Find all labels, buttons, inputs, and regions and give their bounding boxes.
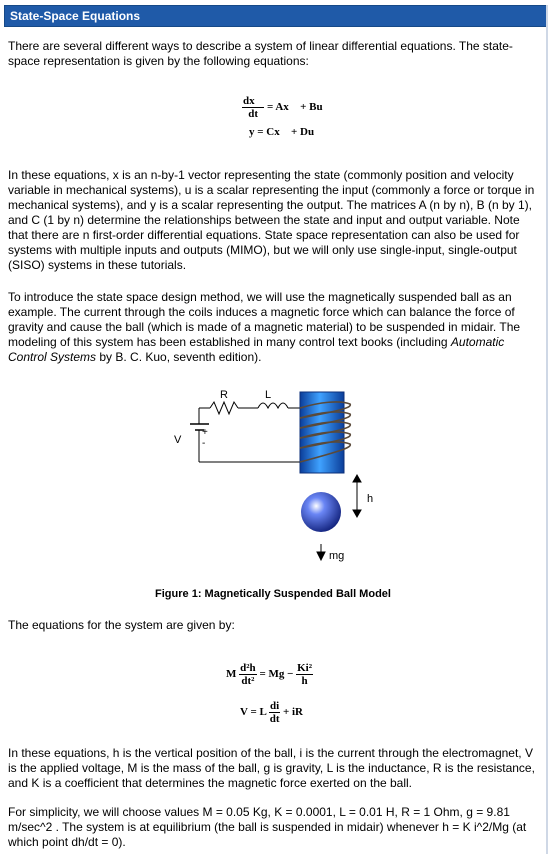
eq2-mass: M	[226, 668, 237, 681]
voltage-equation	[240, 700, 303, 725]
state-derivative-fraction	[242, 95, 264, 120]
height-arrow	[353, 475, 361, 517]
equations-intro: The equations for the system are given by:	[8, 618, 235, 632]
label-r: R	[220, 389, 228, 401]
section-title: State-Space Equations	[10, 9, 141, 23]
eq2-force-fraction	[296, 662, 313, 687]
eq1-numerator: dx⃗	[243, 95, 264, 107]
resistor-symbol	[210, 402, 238, 414]
label-mg: mg	[329, 550, 345, 562]
eq2-accel-fraction	[239, 662, 257, 687]
label-h: h	[367, 493, 374, 505]
inductor-symbol	[258, 403, 288, 408]
figure-caption: Figure 1: Magnetically Suspended Ball Model	[155, 588, 391, 600]
maglev-intro-paragraph	[8, 290, 538, 365]
section-header	[4, 5, 547, 27]
eq2-num3: di	[270, 700, 280, 712]
parameters-paragraph: For simplicity, we will choose values M = 0.05 Kg, K = 0.0001, L = 0.01 H, R = 1 Ohm, g = 9.81 m/sec^2 . The system is at equilibrium (the ball is suspended in midair) whenever h = K i^2/Mg (at which point dh/dt = 0).	[8, 805, 527, 849]
eq2-current-fraction	[269, 700, 280, 725]
label-minus: -	[202, 438, 206, 449]
suspended-ball	[301, 492, 341, 532]
eq2-tail: + iR	[282, 706, 303, 719]
eq2-v: V = L	[240, 706, 267, 719]
state-description-paragraph: In these equations, x is an n-by-1 vector representing the state (commonly position and velocity variable in mechanical systems), u is a scalar representing the input (commonly a force or torque in mechanical systems), and y is a scalar representing the output. The matrices A (n by n), B (n by 1), and C (1 by n) determine the relationships between the state and input and output variable. Note that there are n first-order differential equations. State space representation can also be used for systems with multiple inputs and outputs (MIMO), but we will only use single-input, single-output (SISO) systems in these tutorials.	[8, 168, 535, 272]
force-equation	[226, 662, 313, 687]
book-title: Automatic Control Systems	[8, 335, 505, 364]
right-border	[546, 5, 548, 854]
label-v: V	[174, 434, 182, 446]
label-plus: +	[202, 427, 208, 438]
eq1-denominator: dt	[248, 108, 258, 120]
output-equation: y = Cx⃗ + Du	[249, 126, 315, 138]
eq1-rhs: = Ax⃗ + Bu	[266, 101, 323, 114]
eq2-den2: h	[301, 675, 308, 687]
intro-paragraph: There are several different ways to describe a system of linear differential equations. The state-space representation is given by the following equations:	[8, 39, 513, 68]
maglev-text-a: To introduce the state space design method, we will use the magnetically suspended ball as an example. The current through the coils induces a magnetic force which can balance the force of gravity and cause the ball (which is made of a magnetic material) to be suspended in midair. The modeling of this system has been established in many control text books (including	[8, 290, 521, 349]
maglev-diagram	[0, 380, 546, 580]
state-equation	[242, 95, 323, 120]
maglev-text-b: by B. C. Kuo, seventh edition).	[96, 350, 262, 364]
gravity-arrow	[317, 544, 325, 560]
eq2-den3: dt	[269, 713, 280, 725]
eq2-num1: d²h	[240, 662, 256, 674]
eq2-mid: = Mg −	[259, 668, 294, 681]
label-l: L	[265, 389, 272, 401]
eq2-den1: dt²	[241, 675, 255, 687]
variables-paragraph: In these equations, h is the vertical position of the ball, i is the current through the electromagnet, V is the applied voltage, M is the mass of the ball, g is gravity, L is the inductance, R is the resistance, and K is a coefficient that determines the magnetic force exerted on the ball.	[8, 746, 535, 790]
eq2-num2: Ki²	[297, 662, 313, 674]
